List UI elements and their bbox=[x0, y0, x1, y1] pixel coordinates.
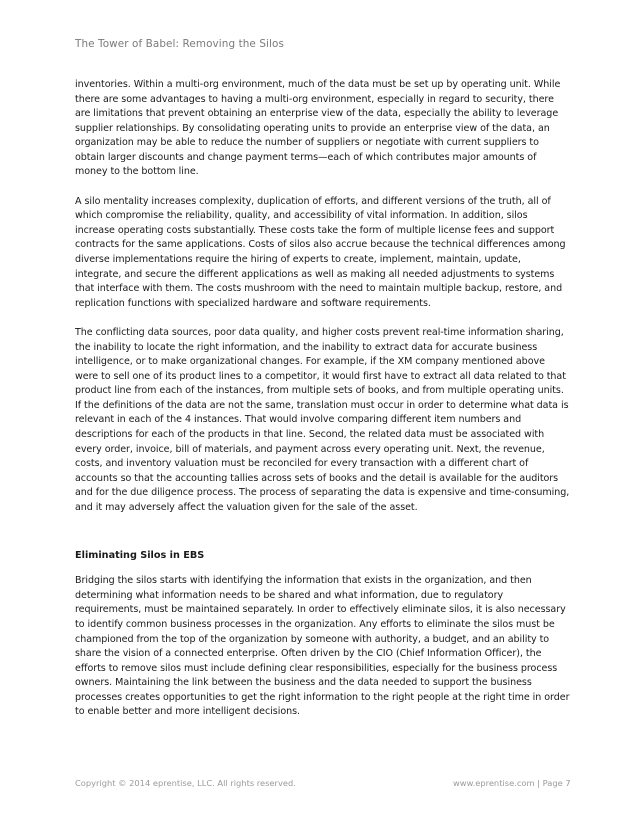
paragraph-inventories: inventories. Within a multi-org environment, much of the data must be set up by operating unit. While there are some advantages to having a multi-org environment, especially in regard to security, there are limitations that prevent obtaining an enterprise view of the data, especially the ability to leverage supplier relationships. By consolidating operating units to provide an enterprise view of the data, an organization may be able to reduce the number of suppliers or negotiate with current suppliers to obtain larger discounts and change payment terms—each of which contributes major amounts of money to the bottom line. bbox=[75, 79, 561, 178]
paragraph-bridging-silos: Bridging the silos starts with identifying the information that exists in the organization, and then determining what information needs to be shared and what information, due to regulatory requirements, must be maintained separately. In order to effectively eliminate silos, it is also necessary to identify common business processes in the organization. Any efforts to eliminate the silos must be championed from the top of the organization by someone with authority, a budget, and an ability to share the vision of a connected enterprise. Often driven by the CIO (Chief Information Officer), the efforts to remove silos must include defining clear responsibilities, especially for the business process owners. Maintaining the link between the business and the data needed to support the business processes creates opportunities to get the right information to the right people at the right time in order to enable better and more intelligent decisions. bbox=[75, 575, 570, 718]
running-header-title: The Tower of Babel: Removing the Silos bbox=[75, 38, 284, 50]
section-heading: Eliminating Silos in EBS bbox=[75, 550, 205, 562]
footer-site-page: www.eprentise.com | Page 7 bbox=[453, 778, 571, 788]
paragraph-silo-mentality: A silo mentality increases complexity, duplication of efforts, and different versions of the truth, all of which compromise the reliability, quality, and accessibility of vital information. In addition, silos increase operating costs substantially. These costs take the form of multiple license fees and support contracts for the same applications. Costs of silos also accrue because the technical differences among diverse implementations require the hiring of experts to create, implement, maintain, update, integrate, and secure the different applications as well as making all needed adjustments to systems that interface with them. The costs mushroom with the need to maintain multiple backup, restore, and replication functions with specialized hardware and software requirements. bbox=[75, 195, 566, 309]
footer-copyright: Copyright © 2014 eprentise, LLC. All rights reserved. bbox=[75, 778, 296, 788]
body-text bbox=[75, 78, 570, 735]
paragraph-conflicting-data: The conflicting data sources, poor data quality, and higher costs prevent real-time information sharing, the inability to locate the right information, and the inability to extract data for accurate business intelligence, or to make organizational changes. For example, if the XM company mentioned above were to sell one of its product lines to a competitor, it would first have to extract all data related to that product line from each of the instances, from multiple sets of books, and from multiple operating units. If the definitions of the data are not the same, translation must occur in order to determine what data is relevant in each of the 4 instances. That would involve comparing different item numbers and descriptions for each of the products in that line. Second, the related data must be associated with every order, invoice, bill of materials, and payment across every operating unit. Next, the revenue, costs, and inventory valuation must be reconciled for every transaction with a different chart of accounts so that the accounting tallies across sets of books and the detail is available for the auditors and for the due diligence process. The process of separating the data is expensive and time-consuming, and it may adversely affect the valuation given for the sale of the asset. bbox=[75, 327, 570, 513]
